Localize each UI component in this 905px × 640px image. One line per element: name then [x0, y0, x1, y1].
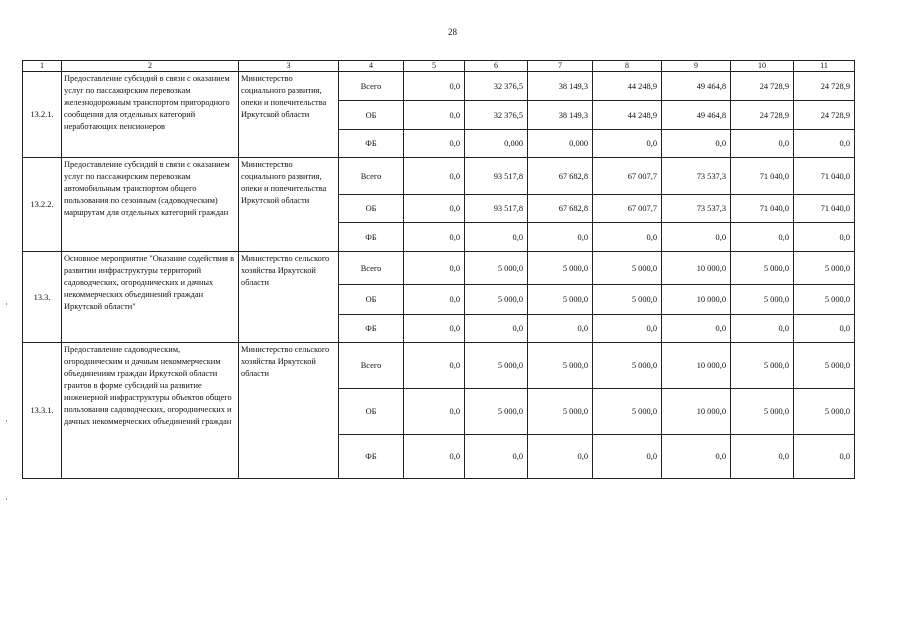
- table-row: [23, 252, 855, 285]
- table-row: [23, 72, 855, 101]
- funding-source: Всего: [339, 158, 404, 195]
- table-body: [23, 61, 855, 479]
- value-cell: 5 000,0: [593, 343, 662, 389]
- row-executor: Министерство социального развития, опеки и попечительства Иркутской области: [239, 72, 339, 158]
- value-cell: 0,0: [528, 435, 593, 479]
- value-cell: 10 000,0: [662, 252, 731, 285]
- row-code: 13.3.1.: [23, 343, 62, 479]
- value-cell: 73 537,3: [662, 158, 731, 195]
- value-cell: 44 248,9: [593, 72, 662, 101]
- table-row: [23, 343, 855, 389]
- column-header: 5: [404, 61, 465, 72]
- value-cell: 0,0: [465, 435, 528, 479]
- value-cell: 44 248,9: [593, 101, 662, 130]
- funding-source: ОБ: [339, 195, 404, 223]
- funding-source: ОБ: [339, 285, 404, 315]
- budget-table: [22, 60, 855, 479]
- value-cell: 5 000,0: [794, 343, 855, 389]
- value-cell: 71 040,0: [794, 195, 855, 223]
- value-cell: 0,000: [465, 130, 528, 158]
- value-cell: 93 517,8: [465, 195, 528, 223]
- value-cell: 0,0: [593, 223, 662, 252]
- value-cell: 0,0: [794, 435, 855, 479]
- funding-source: ФБ: [339, 223, 404, 252]
- column-header: 11: [794, 61, 855, 72]
- column-header: 6: [465, 61, 528, 72]
- row-executor: Министерство сельского хозяйства Иркутской области: [239, 343, 339, 479]
- funding-source: ОБ: [339, 389, 404, 435]
- value-cell: 32 376,5: [465, 101, 528, 130]
- funding-source: ФБ: [339, 130, 404, 158]
- row-description: Предоставление садоводческим, огородническим и дачным некоммерческим объединениям граждан Иркутской области грантов в форме субсидий на развитие инженерной инфраструктуры объектов общего пользования садоводческих, огороднических и дачных некоммерческих объединений граждан: [62, 343, 239, 479]
- value-cell: 0,0: [404, 101, 465, 130]
- value-cell: 0,0: [731, 223, 794, 252]
- value-cell: 0,0: [404, 223, 465, 252]
- value-cell: 0,0: [593, 130, 662, 158]
- value-cell: 10 000,0: [662, 389, 731, 435]
- value-cell: 0,000: [528, 130, 593, 158]
- value-cell: 0,0: [404, 343, 465, 389]
- value-cell: 5 000,0: [731, 285, 794, 315]
- value-cell: 71 040,0: [731, 195, 794, 223]
- value-cell: 38 149,3: [528, 72, 593, 101]
- value-cell: 67 007,7: [593, 158, 662, 195]
- value-cell: 0,0: [794, 223, 855, 252]
- value-cell: 5 000,0: [465, 343, 528, 389]
- value-cell: 24 728,9: [794, 72, 855, 101]
- row-code: 13.2.1.: [23, 72, 62, 158]
- value-cell: 0,0: [593, 435, 662, 479]
- funding-source: ФБ: [339, 435, 404, 479]
- value-cell: 49 464,8: [662, 101, 731, 130]
- value-cell: 0,0: [528, 223, 593, 252]
- column-header: 8: [593, 61, 662, 72]
- value-cell: 49 464,8: [662, 72, 731, 101]
- value-cell: 5 000,0: [593, 252, 662, 285]
- value-cell: 71 040,0: [794, 158, 855, 195]
- column-header: 2: [62, 61, 239, 72]
- row-description: Основное мероприятие "Оказание содействия в развитии инфраструктуры территорий садоводческих, огороднических и дачных некоммерческих объединений граждан Иркутской области": [62, 252, 239, 343]
- funding-source: Всего: [339, 72, 404, 101]
- value-cell: 5 000,0: [731, 343, 794, 389]
- value-cell: 0,0: [731, 435, 794, 479]
- value-cell: 5 000,0: [465, 252, 528, 285]
- value-cell: 0,0: [731, 130, 794, 158]
- value-cell: 0,0: [404, 389, 465, 435]
- value-cell: 0,0: [404, 72, 465, 101]
- value-cell: 73 537,3: [662, 195, 731, 223]
- column-number-row: [23, 61, 855, 72]
- value-cell: 5 000,0: [465, 389, 528, 435]
- table-row: [23, 158, 855, 195]
- row-code: 13.2.2.: [23, 158, 62, 252]
- value-cell: 0,0: [794, 315, 855, 343]
- column-header: 10: [731, 61, 794, 72]
- value-cell: 5 000,0: [593, 285, 662, 315]
- value-cell: 0,0: [662, 435, 731, 479]
- value-cell: 38 149,3: [528, 101, 593, 130]
- funding-source: Всего: [339, 252, 404, 285]
- value-cell: 0,0: [662, 223, 731, 252]
- value-cell: 0,0: [404, 158, 465, 195]
- value-cell: 0,0: [404, 130, 465, 158]
- value-cell: 0,0: [404, 285, 465, 315]
- value-cell: 5 000,0: [528, 285, 593, 315]
- column-header: 7: [528, 61, 593, 72]
- row-executor: Министерство сельского хозяйства Иркутской области: [239, 252, 339, 343]
- value-cell: 0,0: [404, 435, 465, 479]
- value-cell: 0,0: [528, 315, 593, 343]
- value-cell: 5 000,0: [794, 389, 855, 435]
- value-cell: 5 000,0: [465, 285, 528, 315]
- value-cell: 0,0: [662, 315, 731, 343]
- value-cell: 0,0: [404, 195, 465, 223]
- value-cell: 0,0: [593, 315, 662, 343]
- value-cell: 0,0: [404, 252, 465, 285]
- value-cell: 0,0: [404, 315, 465, 343]
- column-header: 3: [239, 61, 339, 72]
- value-cell: 5 000,0: [528, 252, 593, 285]
- value-cell: 5 000,0: [794, 252, 855, 285]
- value-cell: 24 728,9: [794, 101, 855, 130]
- value-cell: 5 000,0: [731, 389, 794, 435]
- scan-mark: [6, 420, 7, 422]
- funding-source: ФБ: [339, 315, 404, 343]
- value-cell: 10 000,0: [662, 343, 731, 389]
- funding-source: Всего: [339, 343, 404, 389]
- value-cell: 32 376,5: [465, 72, 528, 101]
- row-executor: Министерство социального развития, опеки и попечительства Иркутской области: [239, 158, 339, 252]
- value-cell: 5 000,0: [528, 343, 593, 389]
- value-cell: 5 000,0: [528, 389, 593, 435]
- value-cell: 0,0: [731, 315, 794, 343]
- value-cell: 0,0: [465, 315, 528, 343]
- row-description: Предоставление субсидий в связи с оказанием услуг по пассажирским перевозкам железнодорожным транспортом пригородного сообщения для отдельных категорий неработающих пенсионеров: [62, 72, 239, 158]
- value-cell: 67 007,7: [593, 195, 662, 223]
- scan-mark: [6, 303, 7, 305]
- value-cell: 24 728,9: [731, 101, 794, 130]
- value-cell: 93 517,8: [465, 158, 528, 195]
- page-number: 28: [448, 27, 457, 37]
- value-cell: 0,0: [794, 130, 855, 158]
- value-cell: 71 040,0: [731, 158, 794, 195]
- value-cell: 5 000,0: [593, 389, 662, 435]
- funding-source: ОБ: [339, 101, 404, 130]
- column-header: 9: [662, 61, 731, 72]
- value-cell: 10 000,0: [662, 285, 731, 315]
- column-header: 4: [339, 61, 404, 72]
- value-cell: 0,0: [465, 223, 528, 252]
- value-cell: 67 682,8: [528, 195, 593, 223]
- value-cell: 5 000,0: [731, 252, 794, 285]
- value-cell: 24 728,9: [731, 72, 794, 101]
- value-cell: 5 000,0: [794, 285, 855, 315]
- column-header: 1: [23, 61, 62, 72]
- row-code: 13.3.: [23, 252, 62, 343]
- value-cell: 67 682,8: [528, 158, 593, 195]
- row-description: Предоставление субсидий в связи с оказанием услуг по пассажирским перевозкам автомобильным транспортом общего пользования по сезонным (садоводческим) маршрутам для отдельных категорий граждан: [62, 158, 239, 252]
- scan-mark: [6, 498, 7, 500]
- value-cell: 0,0: [662, 130, 731, 158]
